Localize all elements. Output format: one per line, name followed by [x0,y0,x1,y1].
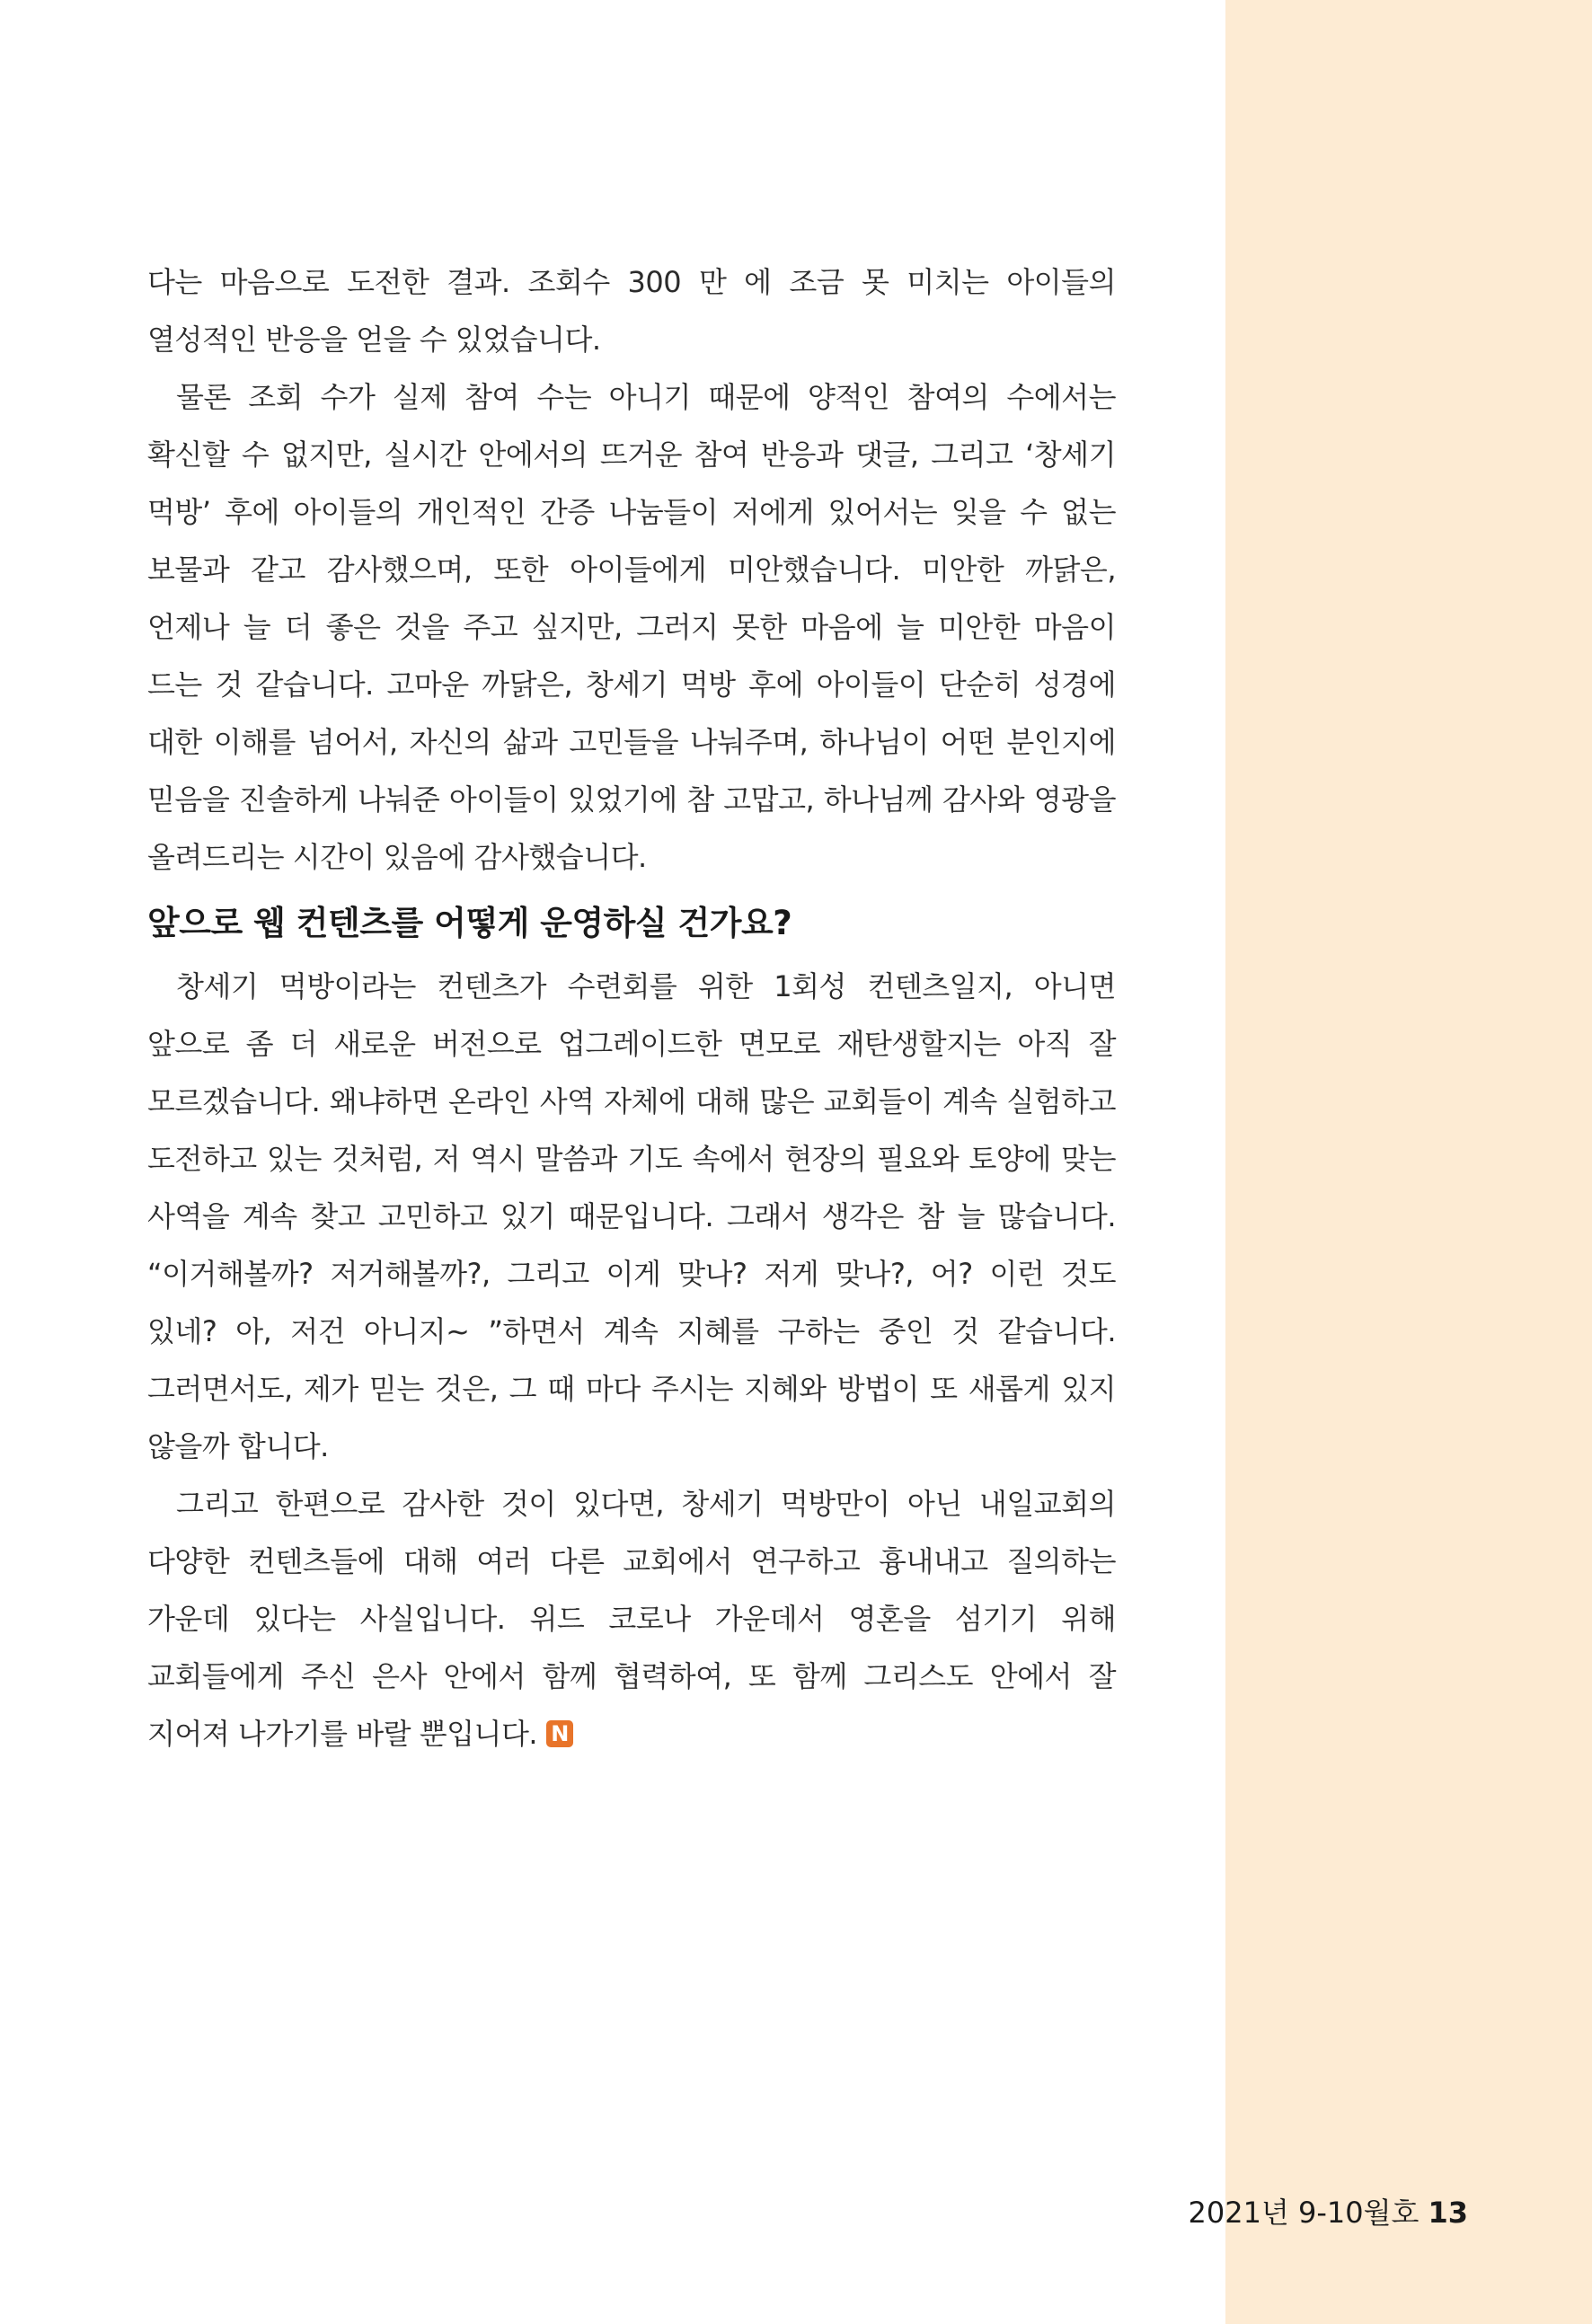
side-color-band [1225,0,1592,2324]
paragraph: 물론 조회 수가 실제 참여 수는 아니기 때문에 양적인 참여의 수에서는 확신할 수 없지만, 실시간 안에서의 뜨거운 참여 반응과 댓글, 그리고 ‘창세기 먹방’ 후에 아이들의 개인적인 간증 나눔들이 저에게 있어서는 잊을 수 없는 보물과 같고 감사했으며, 또한 아이들에게 미안했습니다. 미안한 까닭은, 언제나 늘 더 좋은 것을 주고 싶지만, 그러지 못한 마음에 늘 미안한 마음이 드는 것 같습니다. 고마운 까닭은, 창세기 먹방 후에 아이들이 단순히 성경에 대한 이해를 넘어서, 자신의 삶과 고민들을 나눠주며, 하나님이 어떤 분인지에 믿음을 진솔하게 나눠준 아이들이 있었기에 참 고맙고, 하나님께 감사와 영광을 올려드리는 시간이 있음에 감사했습니다. [147,380,1116,874]
paragraph-continued: 다는 마음으로 도전한 결과. 조회수 300 만 에 조금 못 미치는 아이들의 열성적인 반응을 얻을 수 있었습니다. [147,265,1116,357]
paragraph: 창세기 먹방이라는 컨텐츠가 수련회를 위한 1회성 컨텐츠일지, 아니면 앞으로 좀 더 새로운 버전으로 업그레이드한 면모로 재탄생할지는 아직 잘 모르겠습니다. 왜냐하면 온라인 사역 자체에 대해 많은 교회들이 계속 실험하고 도전하고 있는 것처럼, 저 역시 말씀과 기도 속에서 현장의 필요와 토양에 맞는 사역을 계속 찾고 고민하고 있기 때문입니다. 그래서 생각은 참 늘 많습니다. “이거해볼까? 저거해볼까?, 그리고 이게 맞나? 저게 맞나?, 어? 이런 것도 있네? 아, 저건 아니지~ ”하면서 계속 지혜를 구하는 중인 것 같습니다. 그러면서도, 제가 믿는 것은, 그 때 마다 주시는 지혜와 방법이 또 새롭게 있지 않을까 합니다. [147,969,1116,1463]
paragraph-final [147,1475,1116,1763]
page-footer [1188,2192,1468,2233]
end-mark-icon [546,1720,573,1747]
page-number: 13 [1428,2196,1468,2230]
issue-label: 2021년 9-10월호 [1188,2196,1420,2230]
paragraph-final-text: 그리고 한편으로 감사한 것이 있다면, 창세기 먹방만이 아닌 내일교회의 다양한 컨텐츠들에 대해 여러 다른 교회에서 연구하고 흉내내고 질의하는 가운데 있다는 사실입니다. 위드 코로나 가운데서 영혼을 섬기기 위해 교회들에게 주신 은사 안에서 함께 협력하여, 또 함께 그리스도 안에서 잘 지어져 나가기를 바랄 뿐입니다. [147,1487,1116,1751]
article-body [147,253,1116,1763]
section-heading: 앞으로 웹 컨텐츠를 어떻게 운영하실 건가요? [147,904,792,942]
end-mark-letter: N [551,1721,569,1746]
